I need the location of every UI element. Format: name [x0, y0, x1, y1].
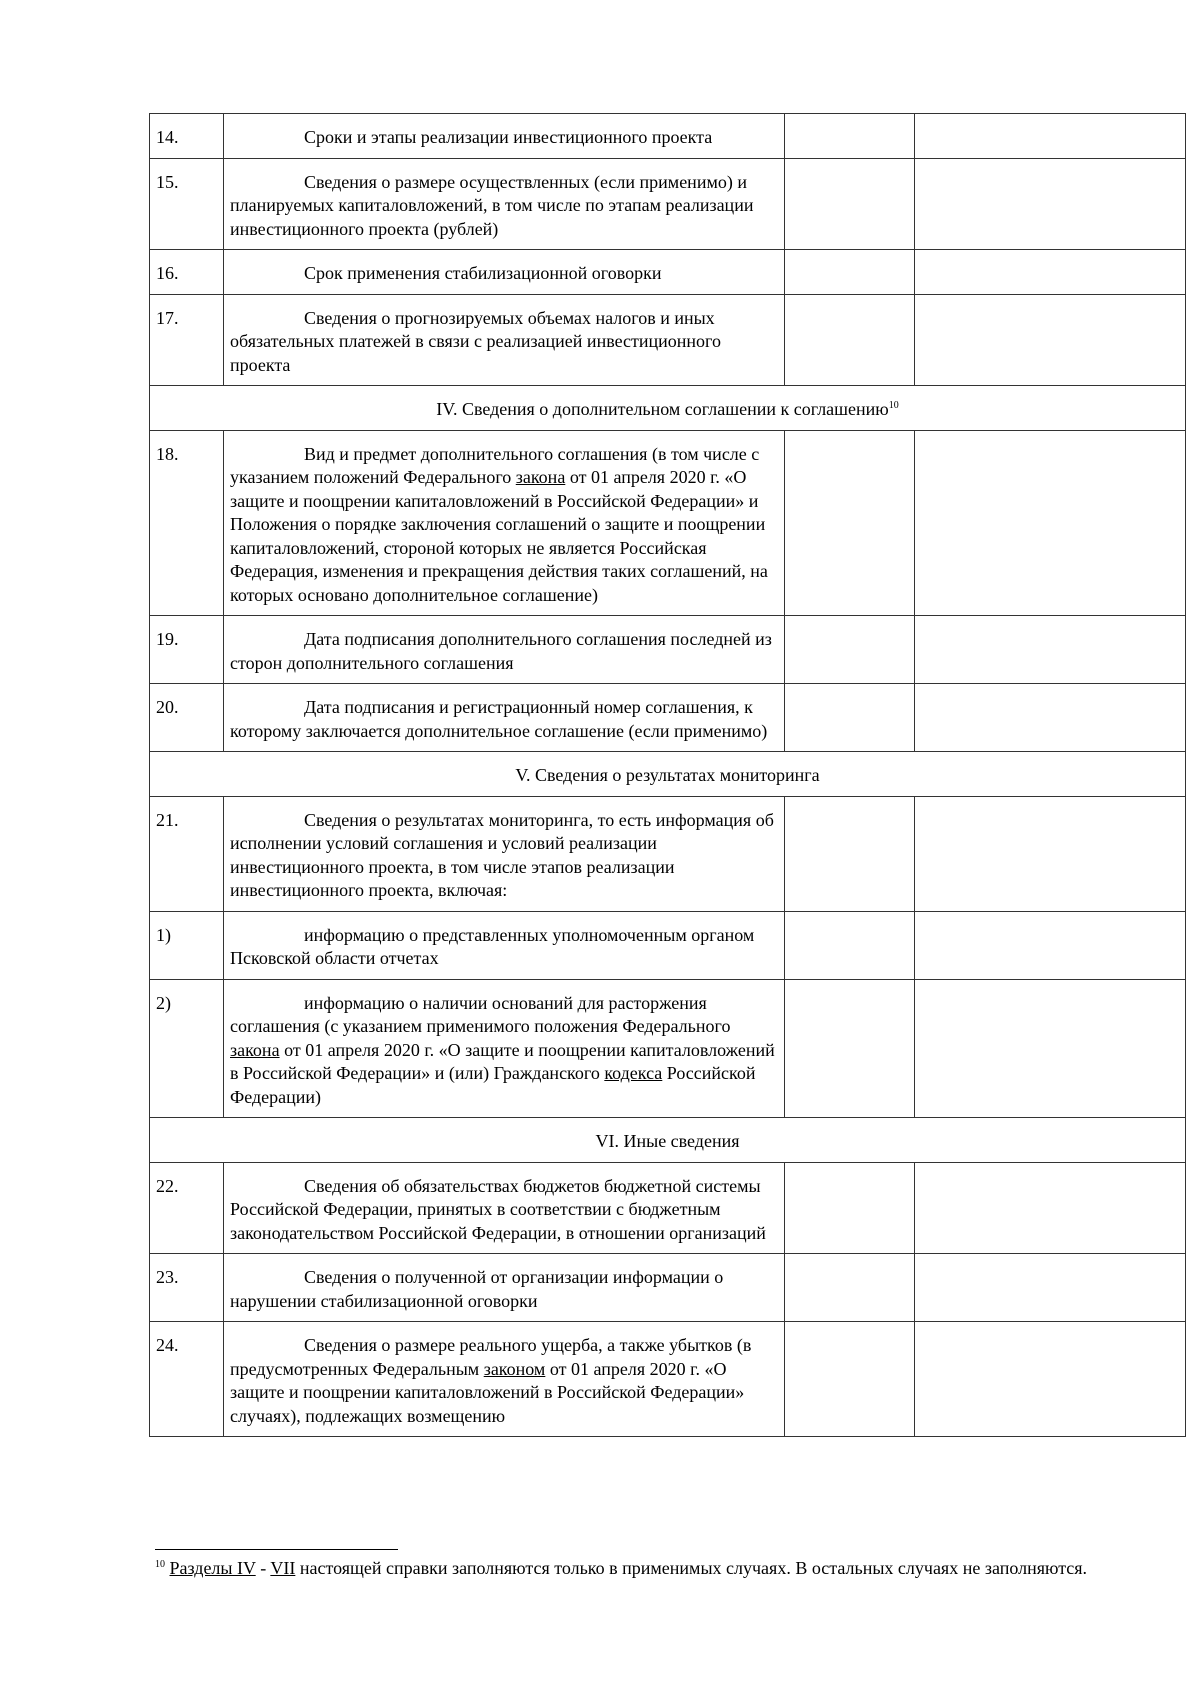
- table-row: [150, 684, 1186, 752]
- footnote-reference[interactable]: 10: [888, 400, 899, 411]
- table-row: [150, 911, 1186, 979]
- row-number: 14.: [150, 114, 224, 159]
- row-description: Срок применения стабилизационной оговорки: [224, 250, 785, 295]
- row-number: 16.: [150, 250, 224, 295]
- table-row: [150, 979, 1186, 1118]
- law-link[interactable]: закона: [230, 1039, 280, 1060]
- row-number: 2): [150, 979, 224, 1118]
- row-description: Сведения о результатах мониторинга, то есть информация об исполнении условий соглашения и условий реализации инвестиционного проекта, в том числе этапов реализации инвестиционного проекта, включая:: [224, 796, 785, 911]
- empty-cell: [915, 1162, 1186, 1254]
- empty-cell: [915, 1254, 1186, 1322]
- table-row: [150, 430, 1186, 616]
- row-description: Сведения о размере осуществленных (если применимо) и планируемых капиталовложений, в том числе по этапам реализации инвестиционного проекта (рублей): [224, 158, 785, 250]
- row-number: 17.: [150, 294, 224, 386]
- row-description: Сведения о полученной от организации информации о нарушении стабилизационной оговорки: [224, 1254, 785, 1322]
- table-row: [150, 158, 1186, 250]
- info-table: [149, 113, 1186, 1437]
- empty-cell: [785, 294, 915, 386]
- row-number: 21.: [150, 796, 224, 911]
- footnote: $^{10}$ Разделы IV - VII настоящей справки заполняются только в применимых случаях. В остальных случаях не заполняются.: [155, 1558, 1088, 1578]
- empty-cell: [785, 114, 915, 159]
- empty-cell: [785, 158, 915, 250]
- row-description: информацию о наличии оснований для расторжения соглашения (с указанием применимого положения Федерального закона от 01 апреля 2020 г. «О защите и поощрении капиталовложений в Российской Федерации» и (или) Гражданского кодекса Российской Федерации): [224, 979, 785, 1118]
- section-heading-iv: IV. Сведения о дополнительном соглашении к соглашению$^{10}$: [150, 386, 1186, 431]
- empty-cell: [785, 1162, 915, 1254]
- empty-cell: [915, 979, 1186, 1118]
- empty-cell: [915, 911, 1186, 979]
- row-number: 23.: [150, 1254, 224, 1322]
- section-row: [150, 386, 1186, 431]
- row-number: 19.: [150, 616, 224, 684]
- row-description: информацию о представленных уполномоченным органом Псковской области отчетах: [224, 911, 785, 979]
- row-number: 24.: [150, 1322, 224, 1437]
- sections-link-vii[interactable]: VII: [270, 1558, 296, 1578]
- section-heading-vi: VI. Иные сведения: [150, 1118, 1186, 1163]
- empty-cell: [785, 684, 915, 752]
- row-description: Сведения об обязательствах бюджетов бюджетной системы Российской Федерации, принятых в соответствии с бюджетным законодательством Российской Федерации, в отношении организаций: [224, 1162, 785, 1254]
- row-description: Сведения о размере реального ущерба, а также убытков (в предусмотренных Федеральным законом от 01 апреля 2020 г. «О защите и поощрении капиталовложений в Российской Федерации» случаях), подлежащих возмещению: [224, 1322, 785, 1437]
- empty-cell: [915, 430, 1186, 616]
- footnote-separator: [155, 1549, 398, 1550]
- empty-cell: [915, 616, 1186, 684]
- law-link[interactable]: закона: [515, 467, 566, 487]
- table-row: [150, 250, 1186, 295]
- row-number: 18.: [150, 430, 224, 616]
- section-heading-v: V. Сведения о результатах мониторинга: [150, 752, 1186, 797]
- table-row: [150, 796, 1186, 911]
- table-row: [150, 1254, 1186, 1322]
- row-description: Вид и предмет дополнительного соглашения (в том числе с указанием положений Федерального закона от 01 апреля 2020 г. «О защите и поощрении капиталовложений в Российской Федерации» и Положения о порядке заключения соглашений о защите и поощрении капиталовложений, стороной которых не является Российская Федерация, изменения и прекращения действия таких соглашений, на которых основано дополнительное соглашение): [224, 430, 785, 616]
- row-description: Сроки и этапы реализации инвестиционного проекта: [224, 114, 785, 159]
- empty-cell: [785, 430, 915, 616]
- empty-cell: [785, 250, 915, 295]
- empty-cell: [915, 684, 1186, 752]
- law-link[interactable]: законом: [483, 1358, 546, 1379]
- empty-cell: [915, 294, 1186, 386]
- empty-cell: [915, 114, 1186, 159]
- empty-cell: [785, 911, 915, 979]
- row-number: 22.: [150, 1162, 224, 1254]
- row-description: Сведения о прогнозируемых объемах налогов и иных обязательных платежей в связи с реализацией инвестиционного проекта: [224, 294, 785, 386]
- row-number: 1): [150, 911, 224, 979]
- code-link[interactable]: кодекса: [604, 1063, 663, 1083]
- row-description: Дата подписания и регистрационный номер соглашения, к которому заключается дополнительное соглашение (если применимо): [224, 684, 785, 752]
- table-row: [150, 1162, 1186, 1254]
- table-row: [150, 616, 1186, 684]
- row-number: 15.: [150, 158, 224, 250]
- footnote-marker: 10: [155, 1559, 165, 1570]
- sections-link-iv[interactable]: Разделы IV: [169, 1558, 256, 1578]
- empty-cell: [785, 1322, 915, 1437]
- empty-cell: [785, 796, 915, 911]
- empty-cell: [915, 250, 1186, 295]
- empty-cell: [785, 1254, 915, 1322]
- table-row: [150, 114, 1186, 159]
- row-description: Дата подписания дополнительного соглашения последней из сторон дополнительного соглашения: [224, 616, 785, 684]
- empty-cell: [785, 616, 915, 684]
- row-number: 20.: [150, 684, 224, 752]
- table-row: [150, 294, 1186, 386]
- empty-cell: [915, 796, 1186, 911]
- empty-cell: [915, 158, 1186, 250]
- empty-cell: [785, 979, 915, 1118]
- empty-cell: [915, 1322, 1186, 1437]
- section-row: [150, 1118, 1186, 1163]
- table-row: [150, 1322, 1186, 1437]
- section-row: [150, 752, 1186, 797]
